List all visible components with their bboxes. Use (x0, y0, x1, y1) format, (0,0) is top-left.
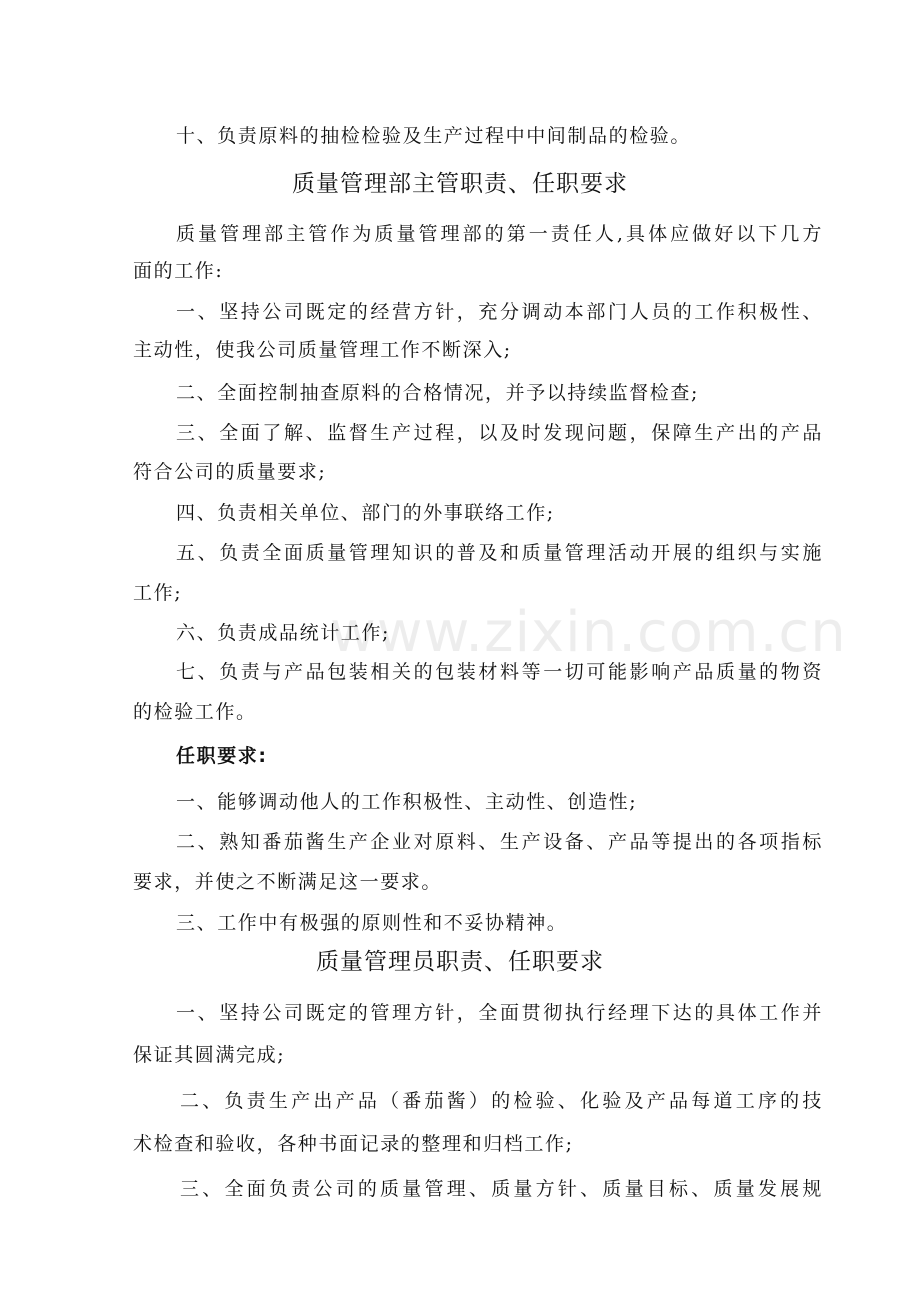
paragraph-line: 质量管理部主管作为质量管理部的第一责任人,具体应做好以下几方 (176, 223, 823, 245)
paragraph-line: 十、负责原料的抽检检验及生产过程中中间制品的检验。 (176, 125, 692, 147)
paragraph-line: 一、坚持公司既定的管理方针，全面贯彻执行经理下达的具体工作并 (176, 1002, 823, 1024)
paragraph-line: 七、负责与产品包装相关的包装材料等一切可能影响产品质量的物资 (176, 661, 823, 683)
requirements-subheading: 任职要求: (176, 745, 268, 767)
paragraph-line: 三、全面了解、监督生产过程，以及时发现问题，保障生产出的产品 (176, 422, 823, 444)
paragraph-line: 一、坚持公司既定的经营方针，充分调动本部门人员的工作积极性、 (176, 301, 823, 323)
paragraph-line: 二、全面控制抽查原料的合格情况，并予以持续监督检查; (176, 382, 700, 404)
section-heading-inspector: 质量管理员职责、任职要求 (316, 949, 604, 975)
paragraph-line: 工作; (133, 582, 183, 604)
paragraph-line: 一、能够调动他人的工作积极性、主动性、创造性; (176, 791, 638, 813)
section-heading-supervisor: 质量管理部主管职责、任职要求 (292, 171, 628, 197)
paragraph-line: 五、负责全面质量管理知识的普及和质量管理活动开展的组织与实施 (176, 542, 823, 564)
paragraph-line: 三、全面负责公司的质量管理、质量方针、质量目标、质量发展规 (180, 1178, 823, 1200)
paragraph-line: 四、负责相关单位、部门的外事联络工作; (176, 502, 555, 524)
watermark-text: www.zixin.com.cn (330, 600, 847, 665)
paragraph-line: 二、熟知番茄酱生产企业对原料、生产设备、产品等提出的各项指标 (176, 831, 823, 853)
paragraph-line: 六、负责成品统计工作; (176, 622, 391, 644)
paragraph-line: 面的工作: (133, 260, 224, 282)
paragraph-line: 的检验工作。 (133, 701, 257, 723)
paragraph-line: 要求，并使之不断满足这一要求。 (133, 871, 443, 893)
paragraph-line: 主动性，使我公司质量管理工作不断深入; (133, 339, 512, 361)
paragraph-line: 保证其圆满完成; (133, 1044, 286, 1066)
paragraph-line: 符合公司的质量要求; (133, 461, 327, 483)
paragraph-line: 三、工作中有极强的原则性和不妥协精神。 (176, 912, 568, 934)
paragraph-line: 术检查和验收，各种书面记录的整理和归档工作; (133, 1133, 574, 1155)
paragraph-line: 二、负责生产出产品（番茄酱）的检验、化验及产品每道工序的技 (180, 1090, 823, 1112)
